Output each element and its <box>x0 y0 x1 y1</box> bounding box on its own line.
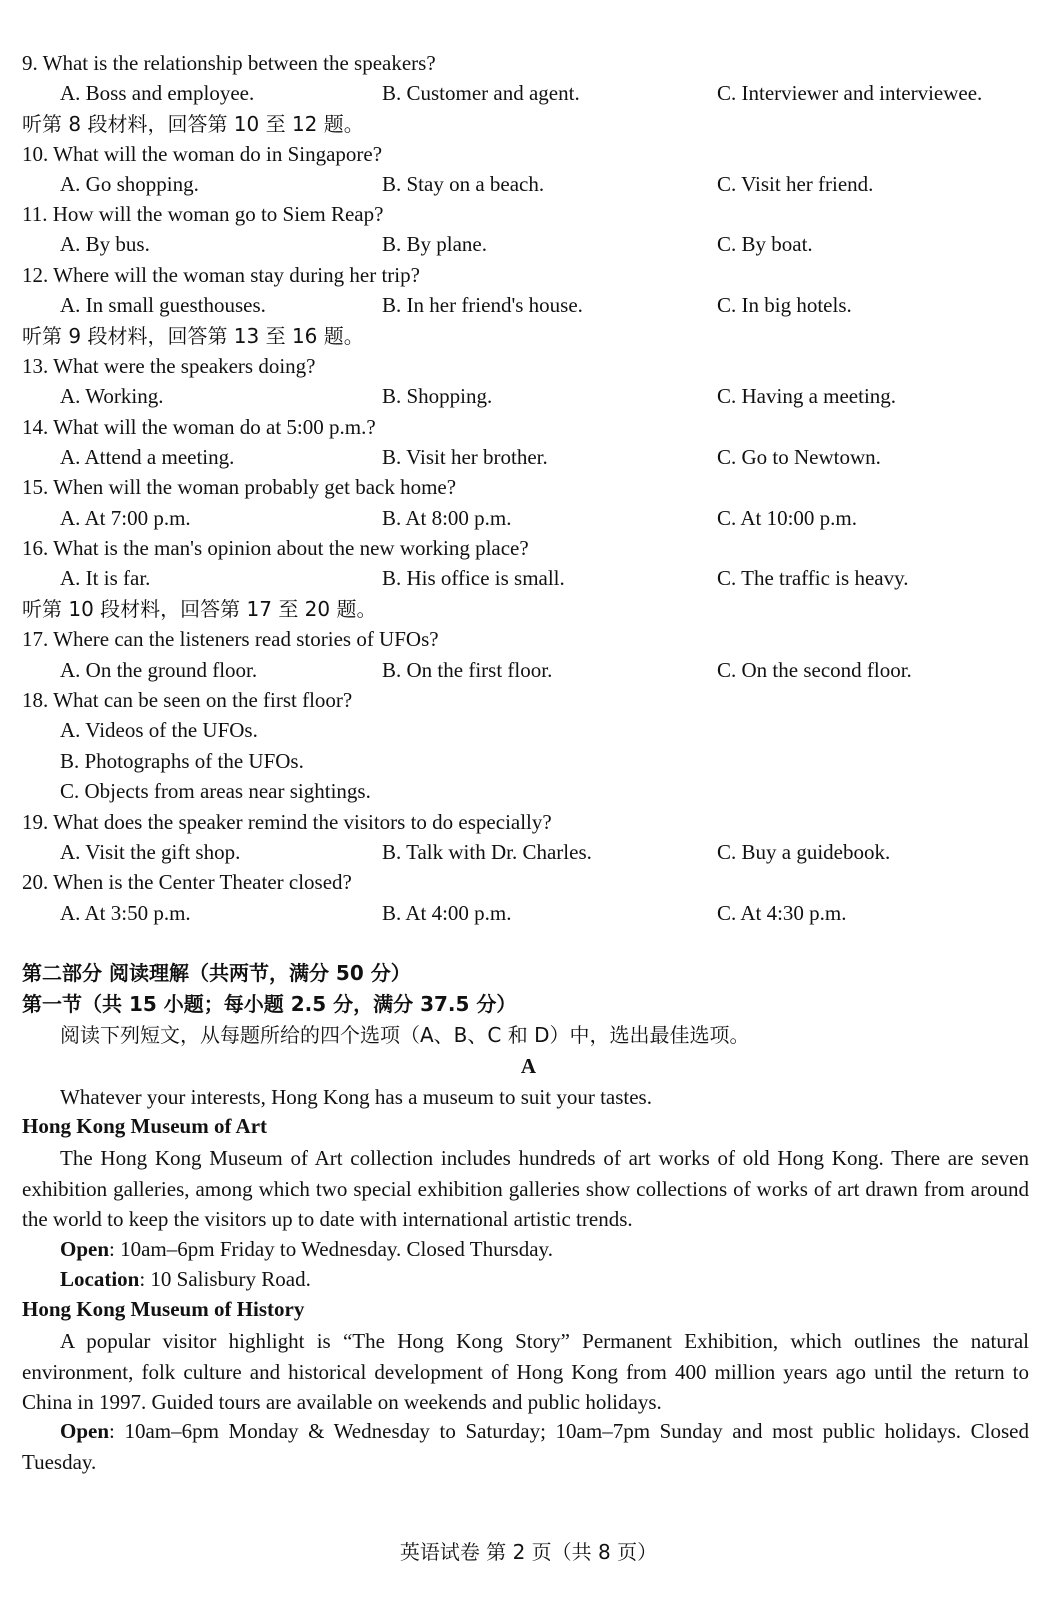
question-15: 15. When will the woman probably get back home? <box>22 475 457 499</box>
q20-option-c: C. At 4:30 p.m. <box>717 901 847 925</box>
q10-option-b: B. Stay on a beach. <box>382 172 545 196</box>
part-two-title: 第二部分 阅读理解（共两节，满分 50 分） <box>22 961 411 985</box>
q13-option-c: C. Having a meeting. <box>717 384 897 408</box>
question-9: 9. What is the relationship between the speakers? <box>22 51 436 75</box>
q15-option-c: C. At 10:00 p.m. <box>717 506 858 530</box>
q14-option-a: A. Attend a meeting. <box>60 445 235 469</box>
question-10: 10. What will the woman do in Singapore? <box>22 142 383 166</box>
q10-option-c: C. Visit her friend. <box>717 172 874 196</box>
q18-option-b: B. Photographs of the UFOs. <box>60 749 304 773</box>
q19-option-b: B. Talk with Dr. Charles. <box>382 840 592 864</box>
instruction-material-10: 听第 10 段材料，回答第 17 至 20 题。 <box>22 597 377 621</box>
q12-option-b: B. In her friend's house. <box>382 293 583 317</box>
question-19: 19. What does the speaker remind the visitors to do especially? <box>22 810 552 834</box>
history-museum-open <box>22 1416 1029 1477</box>
art-museum-heading: Hong Kong Museum of Art <box>22 1114 268 1138</box>
q18-option-a: A. Videos of the UFOs. <box>60 718 258 742</box>
history-museum-body-text: A popular visitor highlight is “The Hong Kong Story” Permanent Exhibition, which outlines the natural environment, folk culture and historical development of Hong Kong from 400 million years ago until the return to China in 1997. Guided tours are available on weekends and public holidays. <box>22 1329 1029 1414</box>
question-12: 12. Where will the woman stay during her trip? <box>22 263 420 287</box>
q16-option-a: A. It is far. <box>60 566 151 590</box>
section-one-title: 第一节（共 15 小题；每小题 2.5 分，满分 37.5 分） <box>22 992 517 1016</box>
art-museum-body <box>22 1143 1029 1235</box>
location-label: Location <box>60 1267 140 1291</box>
q17-option-c: C. On the second floor. <box>717 658 912 682</box>
question-13: 13. What were the speakers doing? <box>22 354 316 378</box>
q12-option-a: A. In small guesthouses. <box>60 293 266 317</box>
q10-option-a: A. Go shopping. <box>60 172 199 196</box>
open-value: : 10am–6pm Monday & Wednesday to Saturday; 10am–7pm Sunday and most public holidays. Closed Tuesday. <box>22 1419 1029 1474</box>
art-museum-location <box>60 1264 311 1294</box>
open-label: Open <box>60 1419 110 1443</box>
q11-option-c: C. By boat. <box>717 232 813 256</box>
q16-option-b: B. His office is small. <box>382 566 565 590</box>
q11-option-a: A. By bus. <box>60 232 150 256</box>
passage-letter: A <box>520 1054 537 1078</box>
q13-option-a: A. Working. <box>60 384 164 408</box>
question-17: 17. Where can the listeners read stories of UFOs? <box>22 627 439 651</box>
q15-option-b: B. At 8:00 p.m. <box>382 506 512 530</box>
instruction-material-9: 听第 9 段材料，回答第 13 至 16 题。 <box>22 324 364 348</box>
q17-option-a: A. On the ground floor. <box>60 658 258 682</box>
q14-option-b: B. Visit her brother. <box>382 445 548 469</box>
passage-intro: Whatever your interests, Hong Kong has a museum to suit your tastes. <box>60 1085 652 1109</box>
location-value: : 10 Salisbury Road. <box>139 1267 311 1291</box>
q12-option-c: C. In big hotels. <box>717 293 852 317</box>
question-11: 11. How will the woman go to Siem Reap? <box>22 202 384 226</box>
q9-option-b: B. Customer and agent. <box>382 81 580 105</box>
instruction-material-8: 听第 8 段材料，回答第 10 至 12 题。 <box>22 112 364 136</box>
q20-option-a: A. At 3:50 p.m. <box>60 901 191 925</box>
question-14: 14. What will the woman do at 5:00 p.m.? <box>22 415 376 439</box>
q16-option-c: C. The traffic is heavy. <box>717 566 909 590</box>
q19-option-a: A. Visit the gift shop. <box>60 840 241 864</box>
q15-option-a: A. At 7:00 p.m. <box>60 506 191 530</box>
q13-option-b: B. Shopping. <box>382 384 493 408</box>
q19-option-c: C. Buy a guidebook. <box>717 840 891 864</box>
history-museum-heading: Hong Kong Museum of History <box>22 1297 305 1321</box>
q18-option-c: C. Objects from areas near sightings. <box>60 779 371 803</box>
reading-directions: 阅读下列短文，从每题所给的四个选项（A、B、C 和 D）中，选出最佳选项。 <box>60 1023 750 1047</box>
art-museum-body-text: The Hong Kong Museum of Art collection includes hundreds of art works of old Hong Kong. There are seven exhibition galleries, among which two special exhibition galleries show collections of works of art drawn from around the world to keep the visitors up to date with international artistic trends. <box>22 1146 1029 1231</box>
art-museum-open <box>60 1234 553 1264</box>
q14-option-c: C. Go to Newtown. <box>717 445 881 469</box>
page-footer: 英语试卷 第 2 页（共 8 页） <box>399 1540 658 1564</box>
q11-option-b: B. By plane. <box>382 232 487 256</box>
history-museum-body <box>22 1326 1029 1418</box>
question-20: 20. When is the Center Theater closed? <box>22 870 352 894</box>
q9-option-a: A. Boss and employee. <box>60 81 255 105</box>
q20-option-b: B. At 4:00 p.m. <box>382 901 512 925</box>
open-value: : 10am–6pm Friday to Wednesday. Closed Thursday. <box>109 1237 553 1261</box>
q17-option-b: B. On the first floor. <box>382 658 553 682</box>
question-16: 16. What is the man's opinion about the new working place? <box>22 536 529 560</box>
question-18: 18. What can be seen on the first floor? <box>22 688 353 712</box>
open-label: Open <box>60 1237 110 1261</box>
q9-option-c: C. Interviewer and interviewee. <box>717 81 983 105</box>
